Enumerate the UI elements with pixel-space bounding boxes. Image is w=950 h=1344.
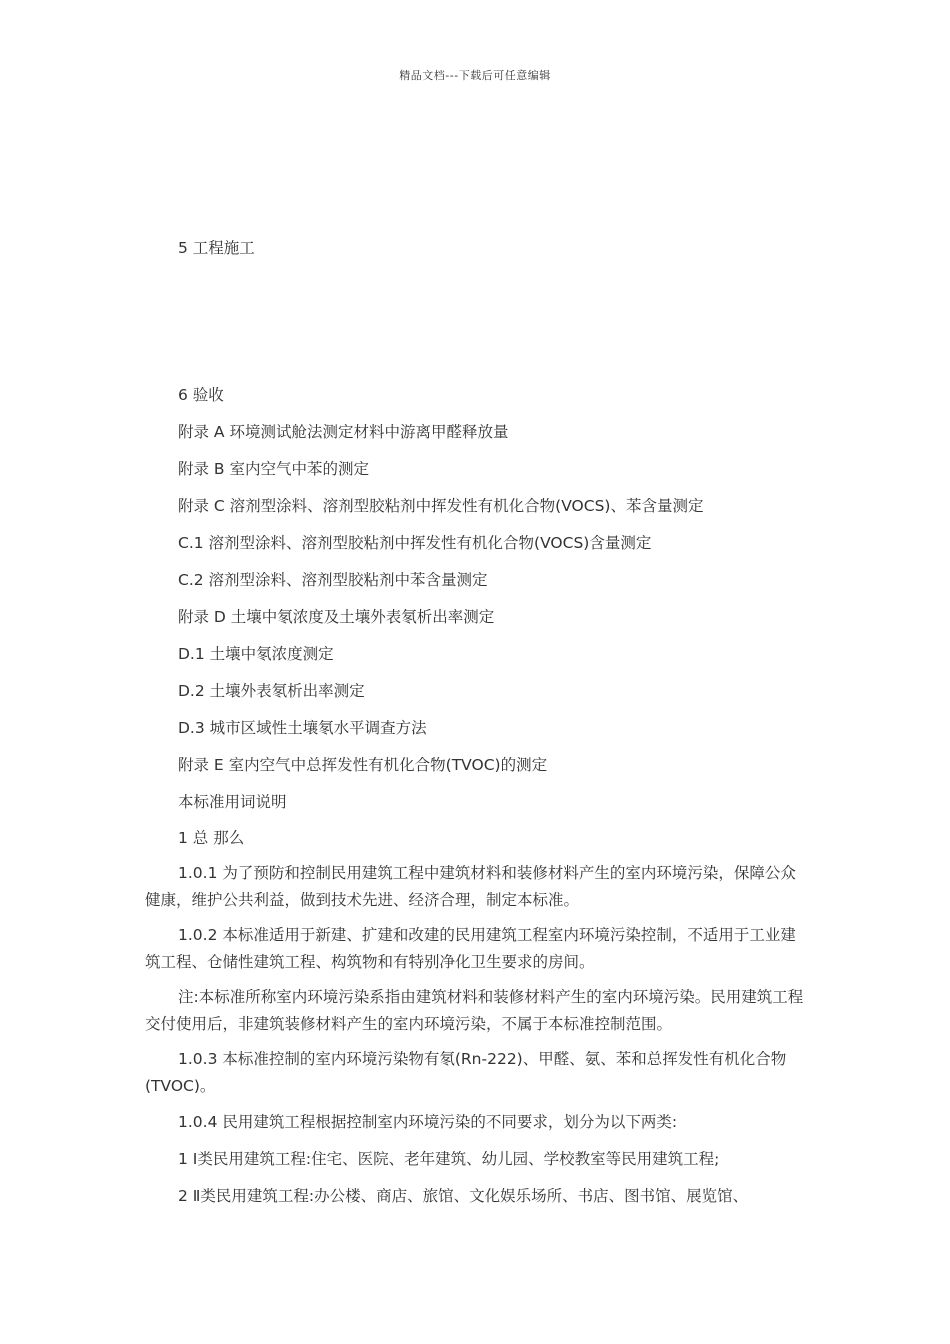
list-item: 1 Ⅰ类民用建筑工程:住宅、医院、老年建筑、幼儿园、学校教室等民用建筑工程; bbox=[178, 1150, 720, 1168]
clause-paragraph: 1.0.2 本标准适用于新建、扩建和改建的民用建筑工程室内环境污染控制，不适用于工业建筑工程、仓储性建筑工程、构筑物和有特别净化卫生要求的房间。 bbox=[145, 926, 796, 971]
list-item: 2 Ⅱ类民用建筑工程:办公楼、商店、旅馆、文化娱乐场所、书店、图书馆、展览馆、 bbox=[178, 1187, 749, 1205]
page-header: 精品文档---下载后可任意编辑 bbox=[399, 69, 551, 82]
note-paragraph: 注:本标准所称室内环境污染系指由建筑材料和装修材料产生的室内环境污染。民用建筑工程交付使用后，非建筑装修材料产生的室内环境污染，不属于本标准控制范围。 bbox=[145, 988, 804, 1033]
section-heading: 1 总 那么 bbox=[178, 829, 245, 847]
toc-item: 本标准用词说明 bbox=[178, 793, 287, 811]
toc-item: 6 验收 bbox=[178, 386, 224, 404]
toc-item: 附录 B 室内空气中苯的测定 bbox=[178, 460, 369, 478]
clause-paragraph: 1.0.3 本标准控制的室内环境污染物有氡(Rn-222)、甲醛、氨、苯和总挥发性有机化合物(TVOC)。 bbox=[145, 1050, 787, 1095]
clause-line: 1.0.4 民用建筑工程根据控制室内环境污染的不同要求，划分为以下两类: bbox=[178, 1113, 678, 1131]
toc-item: D.1 土壤中氡浓度测定 bbox=[178, 645, 334, 663]
toc-item: 附录 A 环境测试舱法测定材料中游离甲醛释放量 bbox=[178, 423, 509, 441]
toc-item: D.2 土壤外表氡析出率测定 bbox=[178, 682, 365, 700]
toc-item: 附录 E 室内空气中总挥发性有机化合物(TVOC)的测定 bbox=[178, 756, 548, 774]
toc-item: 5 工程施工 bbox=[178, 239, 255, 257]
toc-item: C.2 溶剂型涂料、溶剂型胶粘剂中苯含量测定 bbox=[178, 571, 488, 589]
toc-item: D.3 城市区域性土壤氡水平调查方法 bbox=[178, 719, 427, 737]
toc-item: 附录 D 土壤中氡浓度及土壤外表氡析出率测定 bbox=[178, 608, 495, 626]
clause-paragraph: 1.0.1 为了预防和控制民用建筑工程中建筑材料和装修材料产生的室内环境污染，保障公众健康，维护公共利益，做到技术先进、经济合理，制定本标准。 bbox=[145, 864, 796, 909]
toc-item: 附录 C 溶剂型涂料、溶剂型胶粘剂中挥发性有机化合物(VOCS)、苯含量测定 bbox=[178, 497, 704, 515]
toc-item: C.1 溶剂型涂料、溶剂型胶粘剂中挥发性有机化合物(VOCS)含量测定 bbox=[178, 534, 652, 552]
